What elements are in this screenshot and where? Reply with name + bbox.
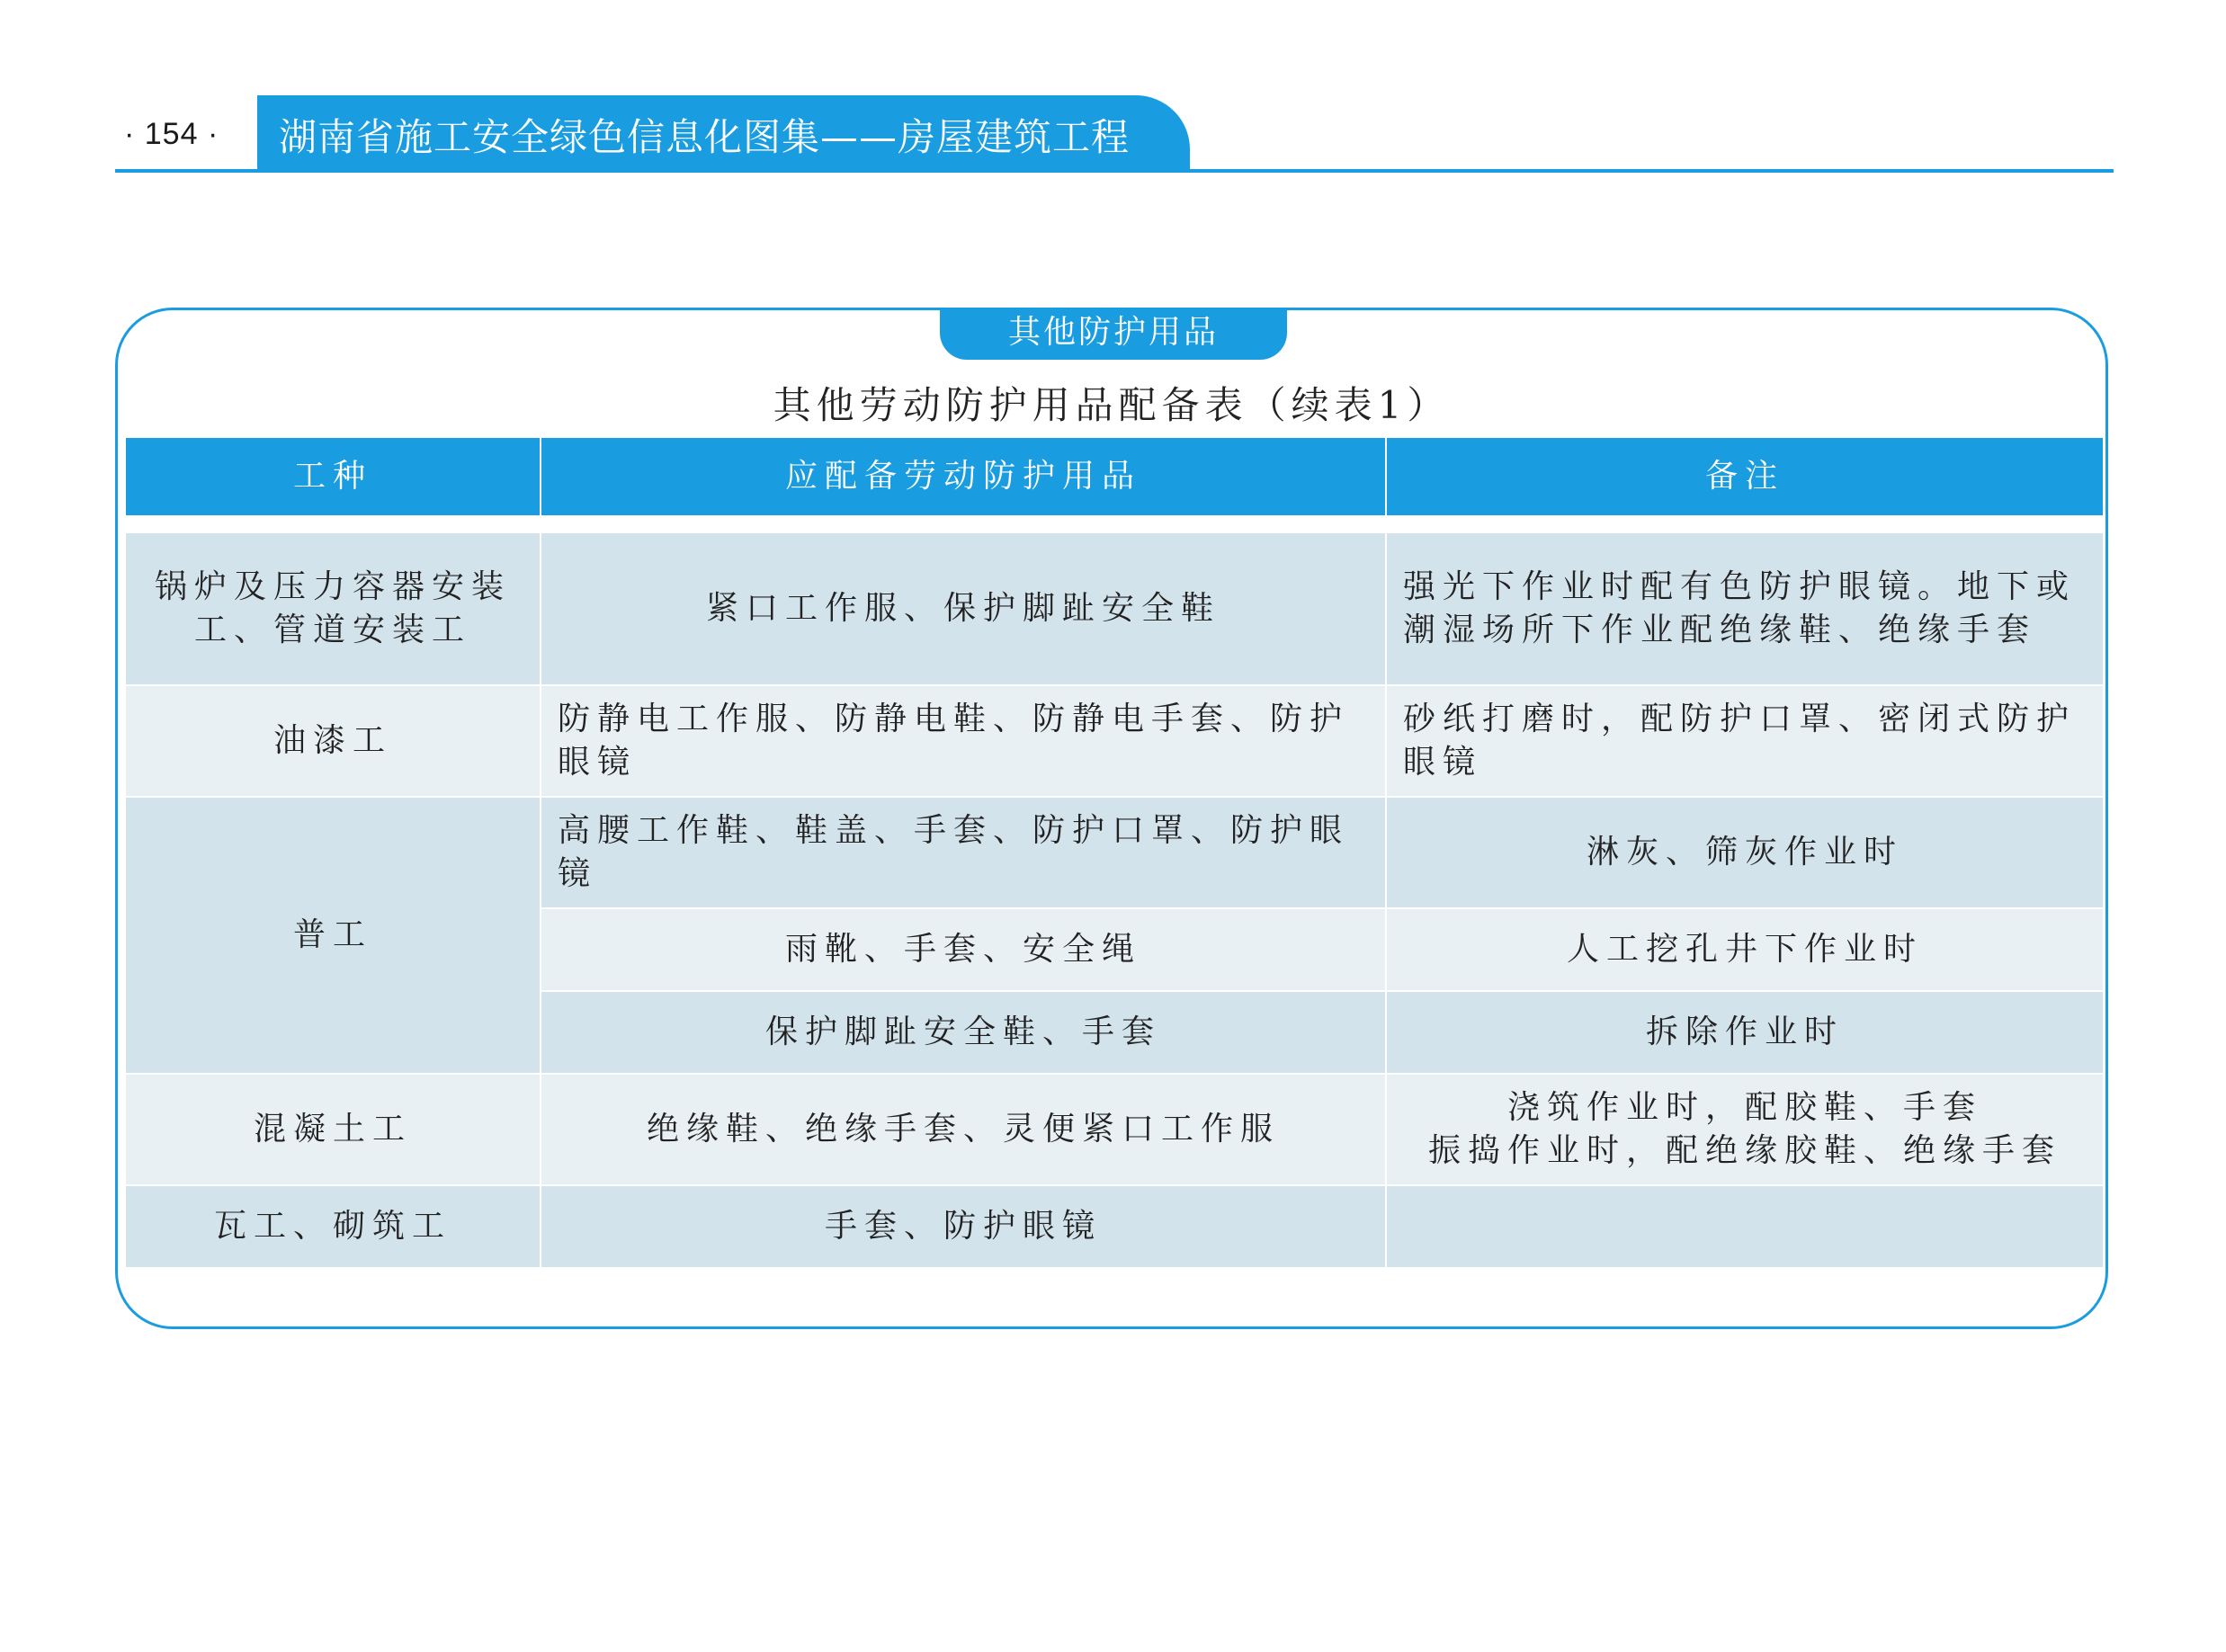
job-cell: 油漆工 — [125, 685, 541, 797]
note-cell: 砂纸打磨时，配防护口罩、密闭式防护眼镜 — [1386, 685, 2104, 797]
section-label: 其他防护用品 — [940, 308, 1287, 360]
column-header-job: 工种 — [125, 437, 541, 516]
page-number: · 154 · — [124, 117, 219, 151]
note-cell: 淋灰、筛灰作业时 — [1386, 797, 2104, 908]
table-header-row — [125, 437, 2104, 516]
table-row — [125, 797, 2104, 908]
equipment-cell: 防静电工作服、防静电鞋、防静电手套、防护眼镜 — [541, 685, 1386, 797]
equipment-cell: 紧口工作服、保护脚趾安全鞋 — [541, 532, 1386, 685]
table-row — [125, 1185, 2104, 1268]
table-row — [125, 685, 2104, 797]
protective-equipment-table — [124, 436, 2105, 1269]
header-title: 湖南省施工安全绿色信息化图集——房屋建筑工程 — [279, 115, 1131, 159]
job-cell: 瓦工、砌筑工 — [125, 1185, 541, 1268]
note-cell: 人工挖孔井下作业时 — [1386, 908, 2104, 991]
column-header-equipment: 应配备劳动防护用品 — [541, 437, 1386, 516]
header-rule — [115, 169, 2114, 173]
column-header-note: 备注 — [1386, 437, 2104, 516]
note-cell: 强光下作业时配有色防护眼镜。地下或潮湿场所下作业配绝缘鞋、绝缘手套 — [1386, 532, 2104, 685]
table-row — [125, 1074, 2104, 1185]
job-cell: 锅炉及压力容器安装工、管道安装工 — [125, 532, 541, 685]
job-cell: 混凝土工 — [125, 1074, 541, 1185]
note-line: 浇筑作业时，配胶鞋、手套 — [1506, 1089, 1982, 1126]
equipment-cell: 雨靴、手套、安全绳 — [541, 908, 1386, 991]
header-divider — [249, 95, 257, 171]
note-cell: 拆除作业时 — [1386, 991, 2104, 1074]
note-cell — [1386, 1074, 2104, 1185]
equipment-cell: 手套、防护眼镜 — [541, 1185, 1386, 1268]
equipment-cell: 高腰工作鞋、鞋盖、手套、防护口罩、防护眼镜 — [541, 797, 1386, 908]
equipment-cell: 绝缘鞋、绝缘手套、灵便紧口工作服 — [541, 1074, 1386, 1185]
page-header — [0, 0, 2226, 180]
job-cell: 普工 — [125, 797, 541, 1074]
table-title: 其他劳动防护用品配备表（续表1） — [773, 383, 1451, 427]
table-row — [125, 532, 2104, 685]
note-cell — [1386, 1185, 2104, 1268]
table-spacer — [125, 516, 2104, 532]
header-divider-accent — [257, 95, 261, 171]
note-line: 振捣作业时，配绝缘胶鞋、绝缘手套 — [1427, 1132, 2061, 1169]
equipment-cell: 保护脚趾安全鞋、手套 — [541, 991, 1386, 1074]
